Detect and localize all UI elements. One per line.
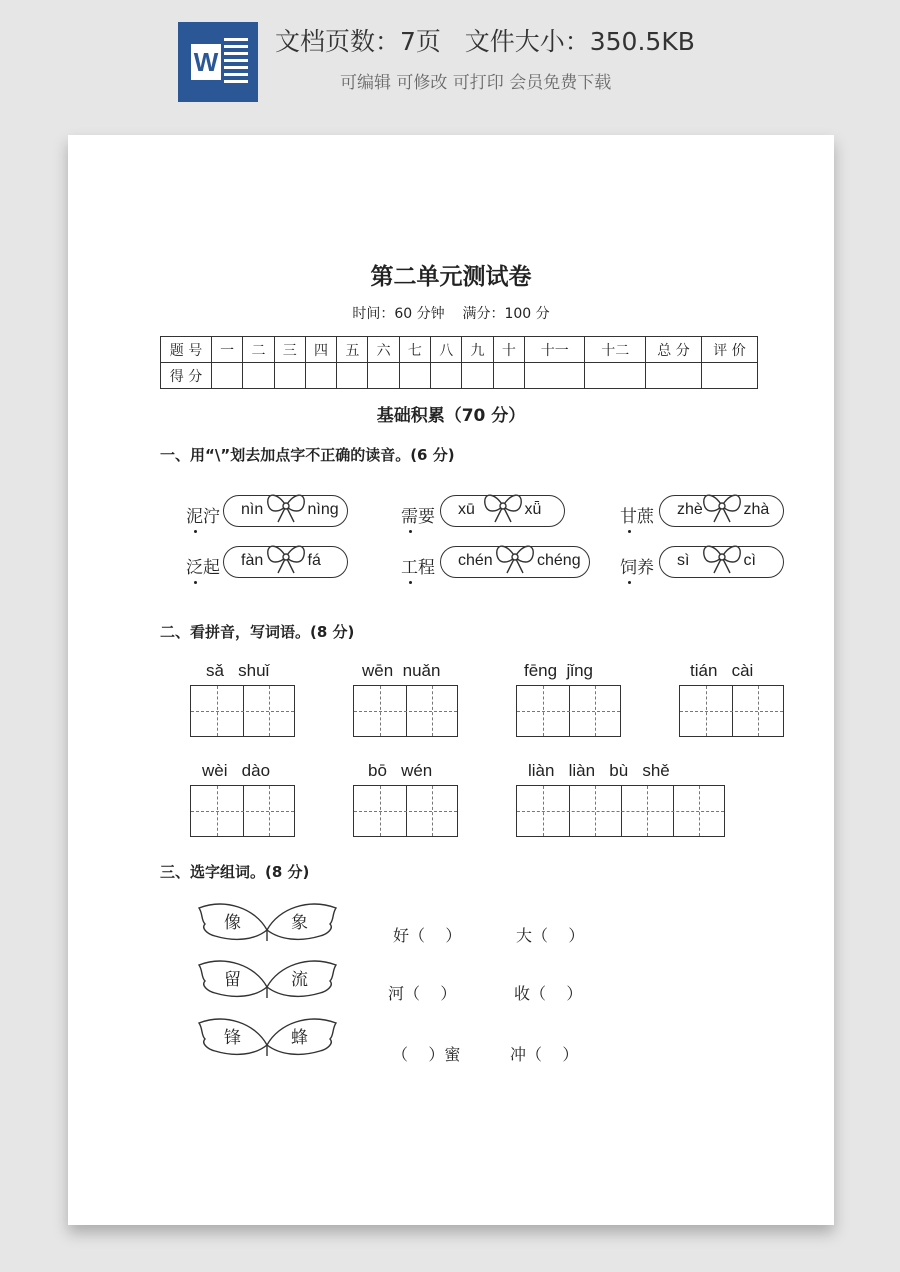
exam-meta: 时间：60 分钟 满分：100 分 <box>352 306 550 322</box>
score-table-row <box>161 363 758 389</box>
leaf-character: 像 <box>224 913 241 933</box>
score-input-cell[interactable] <box>462 363 493 389</box>
leaf-character: 象 <box>291 913 308 933</box>
pinyin-option[interactable]: zhà <box>743 501 770 518</box>
leaf-icon <box>195 900 340 942</box>
word-logo-letter: W <box>191 44 221 80</box>
chinese-word: 饲养 <box>620 558 654 578</box>
leaf-character: 流 <box>291 970 308 990</box>
pinyin-option[interactable]: cì <box>743 552 756 569</box>
pinyin-pair <box>620 495 794 527</box>
bow-icon <box>264 539 308 579</box>
question-1-title: 一、用“\”划去加点字不正确的读音。(6 分) <box>160 446 455 464</box>
pinyin-pair <box>401 495 575 527</box>
table-cell: 十一 <box>524 337 585 363</box>
leaf-pair <box>195 900 340 942</box>
page-title: 第二单元测试卷 <box>370 264 532 290</box>
word-file-icon <box>178 22 258 102</box>
pinyin-option[interactable]: chéng <box>537 552 581 569</box>
writing-grid[interactable] <box>190 685 295 737</box>
emphasis-dot <box>409 581 412 584</box>
fill-blank[interactable]: 好（ ） <box>393 926 462 945</box>
table-cell: 九 <box>462 337 493 363</box>
table-cell: 十二 <box>585 337 646 363</box>
emphasis-dot <box>194 581 197 584</box>
chinese-word: 泥泞 <box>186 507 220 527</box>
emphasis-dot <box>628 581 631 584</box>
bow-icon <box>700 539 744 579</box>
score-input-cell[interactable] <box>431 363 462 389</box>
fill-blank[interactable]: 冲（ ） <box>510 1045 579 1064</box>
score-input-cell[interactable] <box>305 363 336 389</box>
emphasis-dot <box>194 530 197 533</box>
pinyin-label: wèi dào <box>202 761 271 780</box>
bow-icon <box>264 488 308 528</box>
pinyin-label: liàn liàn bù shě <box>528 761 670 780</box>
leaf-pair <box>195 1015 340 1057</box>
writing-grid[interactable] <box>353 785 458 837</box>
emphasis-dot <box>628 530 631 533</box>
table-cell: 一 <box>212 337 243 363</box>
score-input-cell[interactable] <box>337 363 368 389</box>
writing-grid[interactable] <box>516 685 621 737</box>
table-cell: 二 <box>243 337 274 363</box>
score-input-cell[interactable] <box>399 363 430 389</box>
leaf-icon <box>195 1015 340 1057</box>
score-table-header-row <box>161 337 758 363</box>
pinyin-label: tián cài <box>690 661 754 680</box>
emphasis-dot <box>409 530 412 533</box>
table-cell: 三 <box>274 337 305 363</box>
document-page <box>68 135 834 1225</box>
file-info-subtitle: 可编辑 可修改 可打印 会员免费下载 <box>340 73 612 93</box>
chinese-word: 需要 <box>401 507 435 527</box>
writing-grid[interactable] <box>516 785 725 837</box>
section-title: 基础积累（70 分） <box>376 406 526 426</box>
bow-icon <box>700 488 744 528</box>
table-cell: 七 <box>399 337 430 363</box>
writing-grid[interactable] <box>353 685 458 737</box>
pinyin-label: sǎ shuǐ <box>206 661 270 680</box>
writing-grid[interactable] <box>190 785 295 837</box>
table-cell: 六 <box>368 337 399 363</box>
table-cell: 十 <box>493 337 524 363</box>
fill-blank[interactable]: 收（ ） <box>514 984 583 1003</box>
bow-icon <box>493 539 537 579</box>
table-cell: 总 分 <box>646 337 702 363</box>
score-input-cell[interactable] <box>493 363 524 389</box>
question-3-title: 三、选字组词。(8 分) <box>160 863 310 881</box>
pinyin-pair <box>401 546 600 578</box>
score-input-cell[interactable] <box>585 363 646 389</box>
chinese-word: 泛起 <box>186 558 220 578</box>
pinyin-option[interactable]: fá <box>307 552 321 569</box>
pinyin-option[interactable]: nìng <box>307 501 339 518</box>
score-table <box>160 336 758 389</box>
pinyin-option[interactable]: fàn <box>241 552 264 569</box>
score-input-cell[interactable] <box>274 363 305 389</box>
leaf-icon <box>195 957 340 999</box>
leaf-character: 蜂 <box>291 1028 308 1048</box>
table-cell: 五 <box>337 337 368 363</box>
fill-blank[interactable]: 河（ ） <box>388 984 457 1003</box>
pinyin-label: fēng jǐng <box>524 661 593 680</box>
fill-blank[interactable]: 大（ ） <box>516 926 585 945</box>
score-input-cell[interactable] <box>702 363 758 389</box>
score-input-cell[interactable] <box>212 363 243 389</box>
pinyin-label: bō wén <box>368 761 433 780</box>
writing-grid[interactable] <box>679 685 784 737</box>
chinese-word: 甘蔗 <box>620 507 654 527</box>
score-input-cell[interactable] <box>646 363 702 389</box>
pinyin-pair <box>186 546 358 578</box>
chinese-word: 工程 <box>401 558 435 578</box>
pinyin-pair <box>620 546 794 578</box>
file-info-title: 文档页数：7页 文件大小：350.5KB <box>275 27 695 56</box>
pinyin-option[interactable]: xǖ <box>524 501 542 518</box>
table-cell: 四 <box>305 337 336 363</box>
table-cell: 评 价 <box>702 337 758 363</box>
leaf-character: 锋 <box>224 1028 241 1048</box>
pinyin-pair <box>186 495 358 527</box>
pinyin-option[interactable]: zhè <box>677 501 703 518</box>
table-cell: 题 号 <box>161 337 212 363</box>
score-input-cell[interactable] <box>524 363 585 389</box>
leaf-pair <box>195 957 340 999</box>
fill-blank[interactable]: （ ）蜜 <box>392 1045 461 1064</box>
table-cell: 得 分 <box>161 363 212 389</box>
pinyin-option[interactable]: xū <box>458 501 475 518</box>
pinyin-option[interactable]: chén <box>458 552 493 569</box>
table-cell: 八 <box>431 337 462 363</box>
bow-icon <box>481 488 525 528</box>
score-input-cell[interactable] <box>243 363 274 389</box>
question-2-title: 二、看拼音，写词语。(8 分) <box>160 623 355 641</box>
pinyin-option[interactable]: nìn <box>241 501 264 518</box>
score-input-cell[interactable] <box>368 363 399 389</box>
pinyin-label: wēn nuǎn <box>362 661 441 680</box>
pinyin-option[interactable]: sì <box>677 552 690 569</box>
leaf-character: 留 <box>224 970 241 990</box>
